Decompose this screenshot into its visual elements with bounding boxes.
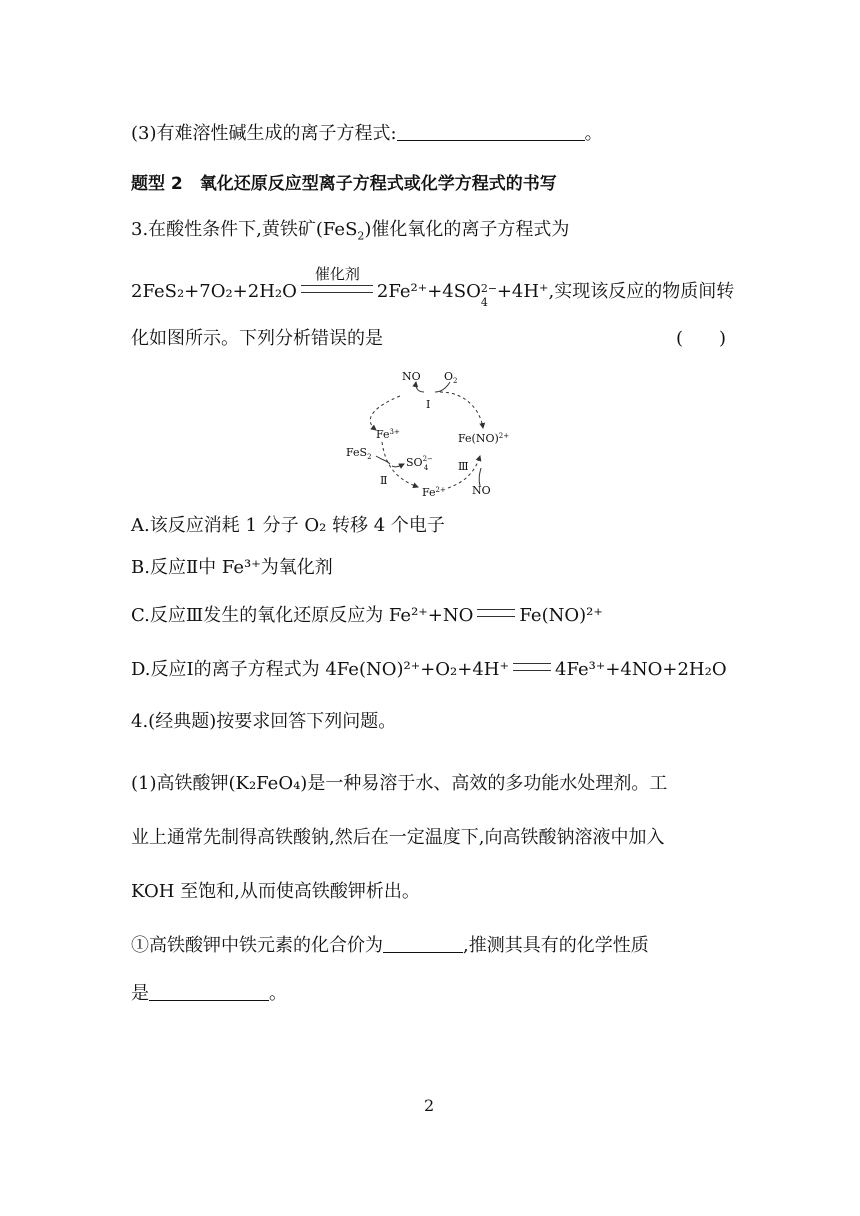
label-fe3: $Fe^{3+}$ (376, 428, 400, 441)
question-4-sub-1-cont: 是 。 (131, 983, 287, 1004)
label-fe2: $Fe^{2+}$ (422, 486, 446, 499)
label-so4: $SO^{2-}$ 4 (406, 455, 433, 472)
answer-blank-property[interactable] (149, 982, 269, 1001)
label-no-bottom: NO (472, 484, 491, 497)
option-b[interactable]: B.反应Ⅱ中 Fe³⁺为氧化剂 (131, 557, 333, 578)
answer-blank[interactable] (397, 122, 585, 141)
equals-sign: 催化剂 (301, 285, 373, 293)
cycle-arc-top-right (440, 392, 483, 428)
option-c[interactable]: C.反应Ⅲ发生的氧化还原反应为 Fe²⁺+NO Fe(NO)²⁺ (131, 605, 603, 626)
arrow-no-out (416, 382, 424, 392)
label-fes2: FeS$_2$ (346, 446, 372, 461)
arrow-fes2-in (376, 456, 390, 464)
label-step-ii: Ⅱ (380, 474, 388, 487)
label-step-i: Ⅰ (426, 398, 431, 411)
arrow-o2-in (435, 382, 450, 392)
question-3-equation: 2FeS₂+7O₂+2H₂O 催化剂 2Fe²⁺+4SO 2− 4 +4H⁺,实现该反应的物质间转 (131, 265, 735, 309)
cycle-arc-top-left (370, 396, 400, 430)
answer-blank-valence[interactable] (383, 934, 463, 953)
label-o2: $O_2$ (444, 370, 458, 385)
page-number: 2 (424, 1096, 435, 1115)
question-4-paragraph-3: KOH 至饱和,从而使高铁酸钾析出。 (131, 881, 420, 902)
question-4-paragraph-2: 业上通常先制得高铁酸钠,然后在一定温度下,向高铁酸钠溶液中加入 (131, 827, 665, 848)
question-4-sub-1: ①高铁酸钾中铁元素的化合价为 ,推测其具有的化学性质 (131, 935, 649, 956)
label-feno: Fe(NO)$^{2+}$ (458, 432, 510, 445)
equals-sign (477, 609, 515, 617)
label-step-iii: Ⅲ (458, 460, 469, 473)
option-d[interactable]: D.反应Ⅰ的离子方程式为 4Fe(NO)²⁺+O₂+4H⁺ 4Fe³⁺+4NO+2H₂O (131, 659, 727, 680)
option-a[interactable]: A.该反应消耗 1 分子 O₂ 转移 4 个电子 (131, 515, 445, 536)
label-no-top: NO (402, 370, 421, 383)
question-4-paragraph-1: (1)高铁酸钾(K₂FeO₄)是一种易溶于水、高效的多功能水处理剂。工 (131, 773, 668, 794)
arrow-so4-out (392, 464, 404, 467)
reaction-cycle-diagram (340, 364, 530, 502)
question-3-intro: 3.在酸性条件下,黄铁矿(FeS$_2$)催化氧化的离子方程式为 (131, 219, 570, 243)
question-3-continuation: 化如图所示。下列分析错误的是 ( ) (131, 328, 727, 349)
answer-parenthesis[interactable]: ( ) (676, 328, 727, 349)
q3-subquestion-3: (3)有难溶性碱生成的离子方程式: 。 (131, 123, 603, 144)
section-heading: 题型 2 氧化还原反应型离子方程式或化学方程式的书写 (131, 174, 557, 194)
question-4-title: 4.(经典题)按要求回答下列问题。 (131, 711, 397, 732)
equals-sign (513, 663, 551, 671)
